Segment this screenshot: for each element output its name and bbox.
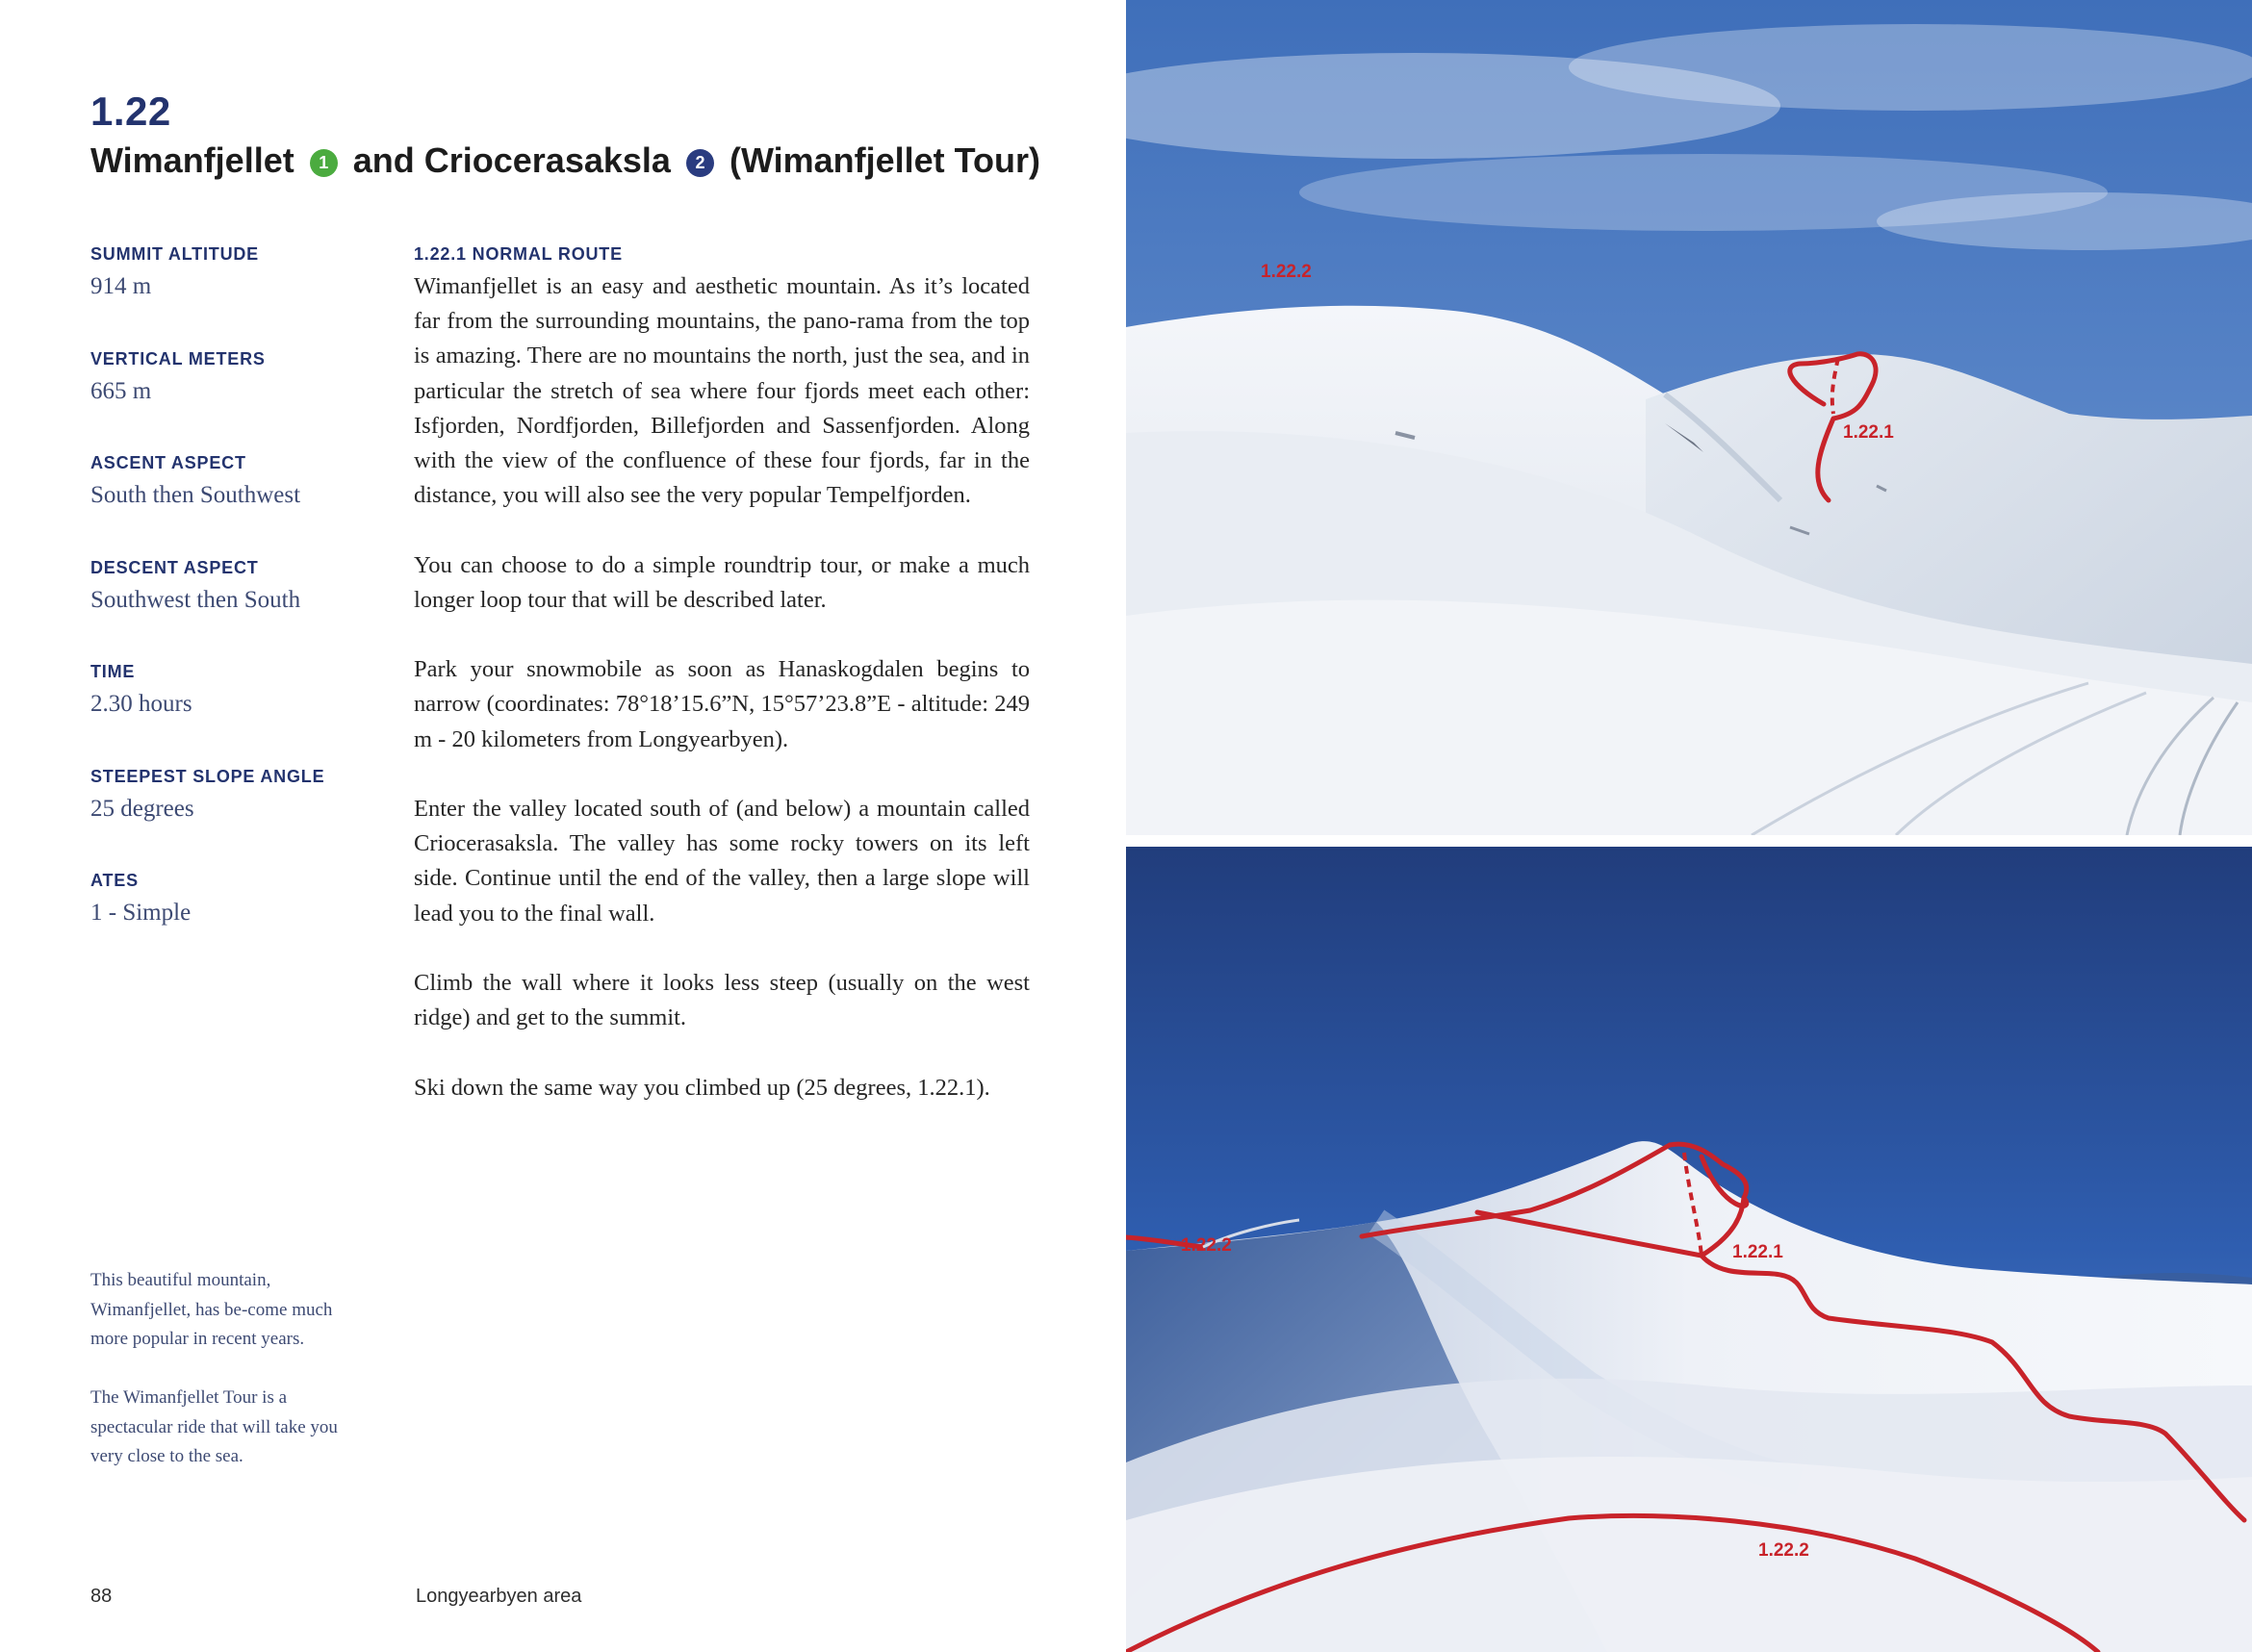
route-badge-2: 2 [686, 149, 714, 177]
section-number: 1.22 [90, 89, 171, 134]
title-part-2: and Criocerasaksla [352, 140, 671, 180]
paragraph: Ski down the same way you climbed up (25 degrees, 1.22.1). [414, 1074, 990, 1101]
stat-value: 914 m [90, 273, 152, 299]
route-heading: 1.22.1 NORMAL ROUTE [414, 244, 623, 264]
stat-value: 2.30 hours [90, 691, 192, 717]
page-title [90, 140, 1040, 181]
stat-time [90, 662, 379, 767]
stat-value: South then Southwest [90, 482, 301, 508]
stat-descent-aspect [90, 558, 379, 663]
photo-top [1126, 0, 2252, 835]
route-label: 1.22.2 [1758, 1540, 1809, 1561]
paragraph: Park your snowmobile as soon as Hanaskogdalen begins to narrow (coordinates: 78°18’15.6”N, 15°57’23.8”E - altitude: 249 m - 20 kilometers from Longyearbyen). [414, 656, 1030, 752]
route-label: 1.22.2 [1261, 262, 1312, 282]
stat-label: DESCENT ASPECT [90, 557, 259, 577]
stat-steepest-slope [90, 767, 379, 872]
stat-ates [90, 871, 379, 976]
caption-paragraph: This beautiful mountain, Wimanfjellet, has be-come much more popular in recent years. [90, 1270, 333, 1349]
mountain-photo-bottom [1126, 847, 2252, 1652]
stat-label: SUMMIT ALTITUDE [90, 244, 259, 264]
photo-bottom [1126, 847, 2252, 1652]
page-number: 88 [90, 1586, 113, 1607]
stat-value: 25 degrees [90, 795, 194, 822]
stat-label: TIME [90, 662, 136, 681]
photo-gap [1126, 835, 2252, 847]
title-part-1: Wimanfjellet [90, 140, 294, 180]
running-footer: Longyearbyen area [416, 1586, 582, 1607]
stat-ascent-aspect [90, 453, 379, 558]
caption-paragraph: The Wimanfjellet Tour is a spectacular ride that will take you very close to the sea. [90, 1387, 338, 1466]
stat-label: ASCENT ASPECT [90, 453, 246, 472]
route-description [414, 269, 1030, 1140]
stat-label: STEEPEST SLOPE ANGLE [90, 766, 325, 786]
stat-value: 665 m [90, 377, 152, 404]
route-badge-1: 1 [310, 149, 338, 177]
stat-label: VERTICAL METERS [90, 348, 266, 369]
route-stats [90, 244, 379, 976]
paragraph: You can choose to do a simple roundtrip tour, or make a much longer loop tour that will be described later. [414, 551, 1030, 613]
stat-value: 1 - Simple [90, 900, 192, 926]
title-part-3: (Wimanfjellet Tour) [729, 140, 1040, 180]
stat-value: Southwest then South [90, 586, 301, 613]
mountain-photo-top [1126, 0, 2252, 835]
photo-caption [90, 1266, 341, 1501]
paragraph: Climb the wall where it looks less steep (usually on the west ridge) and get to the summit. [414, 970, 1030, 1031]
route-label: 1.22.2 [1181, 1235, 1232, 1256]
stat-summit-altitude [90, 244, 379, 349]
paragraph: Enter the valley located south of (and below) a mountain called Criocerasaksla. The valley has some rocky towers on its left side. Continue until the end of the valley, then a large slope will lead you to the final wall. [414, 796, 1030, 927]
route-label: 1.22.1 [1843, 422, 1894, 443]
route-label: 1.22.1 [1732, 1242, 1783, 1262]
stat-vertical-meters [90, 349, 379, 454]
paragraph: Wimanfjellet is an easy and aesthetic mountain. As it’s located far from the surrounding mountains, the pano-rama from the top is amazing. There are no mountains the north, just the sea, and in particular the stretch of sea where four fjords meet each other: Isfjorden, Nordfjorden, Billefjorden and Sassenfjorden. Along with the view of the confluence of these four fjords, far in the distance, you will also see the very popular Tempelfjorden. [414, 273, 1030, 509]
stat-label: ATES [90, 871, 139, 890]
